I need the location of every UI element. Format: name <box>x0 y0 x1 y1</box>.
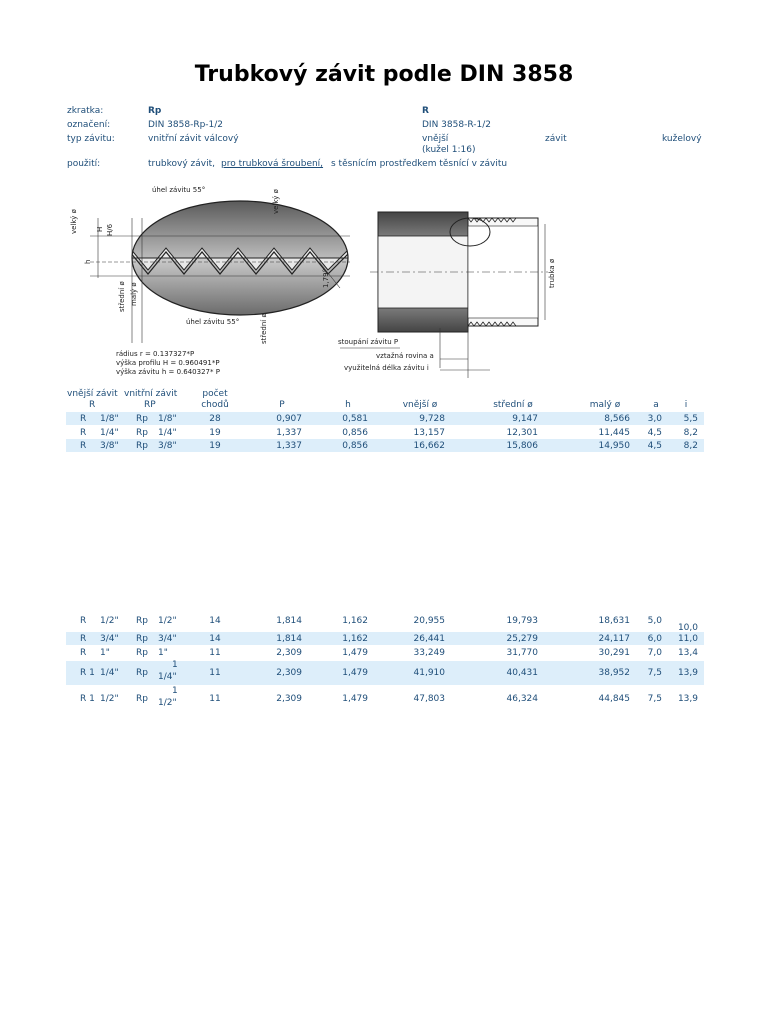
cell-d2: 25,279 <box>506 634 538 644</box>
cell-a: 5,0 <box>647 616 662 626</box>
cell-rp-size: 1/2" <box>158 616 177 626</box>
cell-a: 7,5 <box>647 668 662 678</box>
cell-r: R 1 <box>80 694 95 704</box>
cell-a: 3,0 <box>647 414 662 424</box>
radius-label: rádius r = 0.137327*P <box>116 350 195 358</box>
oznaceni-right: DIN 3858-R-1/2 <box>422 120 491 130</box>
cell-rp: Rp <box>136 616 148 626</box>
cell-r-size: 3/8" <box>100 441 119 451</box>
cell-pocet: 14 <box>209 616 221 626</box>
cell-d1: 47,803 <box>413 694 445 704</box>
cell-d3: 44,845 <box>598 694 630 704</box>
cell-i: 10,0 <box>677 623 698 633</box>
typ-right-2: závit <box>545 134 567 144</box>
cell-d3: 8,566 <box>604 414 630 424</box>
cell-P: 1,814 <box>276 634 302 644</box>
cell-r: R 1 <box>80 668 95 678</box>
cell-pocet: 19 <box>209 428 221 438</box>
cell-h: 0,856 <box>342 428 368 438</box>
head-maly-d: malý ø <box>589 400 621 410</box>
head-h: h <box>345 400 351 410</box>
zkratka-left: Rp <box>148 106 162 116</box>
cell-h: 0,856 <box>342 441 368 451</box>
cell-a: 4,5 <box>647 428 662 438</box>
page-title: Trubkový závit podle DIN 3858 <box>194 62 574 87</box>
cell-r: R <box>80 414 87 424</box>
cell-P: 2,309 <box>276 648 302 658</box>
pouziti-text-3: s těsnícím prostředkem těsnící v závitu <box>331 159 508 169</box>
stredni-bottom-label: střední ø <box>260 313 268 344</box>
uhel-top-label: úhel závitu 55° <box>152 186 206 194</box>
cell-pocet: 11 <box>209 694 221 704</box>
cell-P: 1,337 <box>276 428 302 438</box>
vyuzitelna-label: využitelná délka závitu i <box>344 364 429 372</box>
cell-rp-size: 1" <box>158 648 168 658</box>
cell-d1: 9,728 <box>419 414 445 424</box>
cell-i: 8,2 <box>683 428 698 438</box>
head-chodu: chodů <box>201 400 229 410</box>
H-label: H <box>96 226 104 232</box>
cell-P: 2,309 <box>276 694 302 704</box>
cell-i: 11,0 <box>677 634 698 644</box>
pouziti-link[interactable]: pro trubková šroubení, <box>221 159 324 169</box>
cell-rp-size-frac: 1/4" <box>158 672 177 682</box>
typ-right-1: vnější <box>422 134 449 144</box>
cell-h: 1,162 <box>342 634 368 644</box>
head-i: i <box>684 400 688 410</box>
cell-pocet: 28 <box>209 414 221 424</box>
cell-P: 1,814 <box>276 616 302 626</box>
cell-rp-size-int: 1 <box>172 686 178 696</box>
head-a: a <box>653 400 659 410</box>
cell-rp: Rp <box>136 668 148 678</box>
typ-right-4: (kužel 1:16) <box>422 145 476 155</box>
cell-i: 8,2 <box>683 441 698 451</box>
cell-r-size: 3/4" <box>100 634 119 644</box>
cell-d3: 11,445 <box>598 428 630 438</box>
cell-d2: 15,806 <box>506 441 538 451</box>
trubka-label: trubka ø <box>548 258 556 288</box>
cell-r-size: 1/4" <box>100 428 119 438</box>
cell-d3: 18,631 <box>598 616 630 626</box>
cell-rp: Rp <box>136 414 148 424</box>
cell-rp-size-int: 1 <box>172 660 178 670</box>
cell-rp: Rp <box>136 441 148 451</box>
cell-d2: 12,301 <box>506 428 538 438</box>
head-R: R <box>89 400 96 410</box>
cell-r-size: 1/4" <box>100 668 119 678</box>
cell-d3: 14,950 <box>598 441 630 451</box>
zkratka-right: R <box>422 106 429 116</box>
vyska-profilu-label: výška profilu H = 0.960491*P <box>116 359 220 367</box>
cell-d3: 24,117 <box>598 634 630 644</box>
head-P: P <box>279 400 285 410</box>
h-label: h <box>84 259 92 264</box>
cell-d1: 16,662 <box>413 441 445 451</box>
cell-pocet: 14 <box>209 634 221 644</box>
vztazna-label: vztažná rovina a <box>376 352 434 360</box>
cell-i: 13,4 <box>677 648 698 658</box>
cell-a: 7,0 <box>647 648 662 658</box>
cell-rp: Rp <box>136 634 148 644</box>
cell-h: 1,479 <box>342 668 368 678</box>
cell-rp: Rp <box>136 648 148 658</box>
maly-label: malý ø <box>130 282 138 306</box>
cell-i: 13,9 <box>677 694 698 704</box>
cell-rp-size: 3/8" <box>158 441 177 451</box>
cell-r-size: 1/8" <box>100 414 119 424</box>
uhel-bottom-label: úhel závitu 55° <box>186 318 240 326</box>
cell-r-size: 1/2" <box>100 616 119 626</box>
cell-rp-size: 3/4" <box>158 634 177 644</box>
cell-i: 13,9 <box>677 668 698 678</box>
cell-d2: 19,793 <box>506 616 538 626</box>
head-RP: RP <box>144 400 156 410</box>
cell-r: R <box>80 634 87 644</box>
cell-i: 5,5 <box>683 414 698 424</box>
stredni-left-label: střední ø <box>118 281 126 312</box>
cell-r-size: 1" <box>100 648 110 658</box>
cell-d1: 13,157 <box>413 428 445 438</box>
cell-d2: 46,324 <box>506 694 538 704</box>
oznaceni-label: označení: <box>67 120 111 130</box>
cell-rp: Rp <box>136 694 148 704</box>
typ-label: typ závitu: <box>67 134 115 144</box>
cell-a: 7,5 <box>647 694 662 704</box>
cell-d1: 41,910 <box>413 668 445 678</box>
cell-d3: 38,952 <box>598 668 630 678</box>
cell-rp-size-frac: 1/2" <box>158 698 177 708</box>
H6-label: H/6 <box>106 223 114 236</box>
cell-a: 4,5 <box>647 441 662 451</box>
head-vnitrni: vnitřní závit <box>124 389 178 399</box>
cell-d1: 26,441 <box>413 634 445 644</box>
cell-P: 1,337 <box>276 441 302 451</box>
cell-h: 0,581 <box>342 414 368 424</box>
cell-pocet: 11 <box>209 648 221 658</box>
cell-r: R <box>80 441 87 451</box>
head-vnejsi-d: vnější ø <box>402 400 438 410</box>
cell-pocet: 11 <box>209 668 221 678</box>
head-stredni-d: střední ø <box>493 400 533 410</box>
head-vnejsi: vnější závit <box>67 389 118 399</box>
cell-h: 1,162 <box>342 616 368 626</box>
pipe-section-drawing <box>340 212 548 378</box>
cell-r-size: 1/2" <box>100 694 119 704</box>
oznaceni-left: DIN 3858-Rp-1/2 <box>148 120 224 130</box>
cell-P: 0,907 <box>276 414 302 424</box>
cell-h: 1,479 <box>342 648 368 658</box>
cell-rp: Rp <box>136 428 148 438</box>
pouziti-label: použití: <box>67 159 101 169</box>
stoupani-label: stoupání závitu P <box>338 338 399 346</box>
typ-right-3: kuželový <box>662 134 702 144</box>
cell-d2: 9,147 <box>512 414 538 424</box>
cell-d1: 33,249 <box>413 648 445 658</box>
cell-r: R <box>80 616 87 626</box>
cell-rp-size: 1/8" <box>158 414 177 424</box>
cell-a: 6,0 <box>647 634 662 644</box>
cell-pocet: 19 <box>209 441 221 451</box>
cell-P: 2,309 <box>276 668 302 678</box>
cell-r: R <box>80 428 87 438</box>
cell-rp-size: 1/4" <box>158 428 177 438</box>
cell-r: R <box>80 648 87 658</box>
cell-d3: 30,291 <box>598 648 630 658</box>
thread-drawing <box>60 178 560 384</box>
head-pocet: počet <box>202 389 228 399</box>
velky-right-label: velký ø <box>272 189 280 214</box>
zkratka-label: zkratka: <box>67 106 104 116</box>
cell-d2: 31,770 <box>506 648 538 658</box>
cell-h: 1,479 <box>342 694 368 704</box>
dim-179-label: 1,79° <box>322 268 330 288</box>
cell-d1: 20,955 <box>413 616 445 626</box>
typ-left: vnitřní závit válcový <box>148 134 239 144</box>
pouziti-text-1: trubkový závit, <box>148 159 216 169</box>
vyska-zavitu-label: výška závitu h = 0.640327* P <box>116 368 220 376</box>
thread-profile-detail <box>130 198 350 318</box>
velky-left-label: velký ø <box>70 209 78 234</box>
cell-d2: 40,431 <box>506 668 538 678</box>
